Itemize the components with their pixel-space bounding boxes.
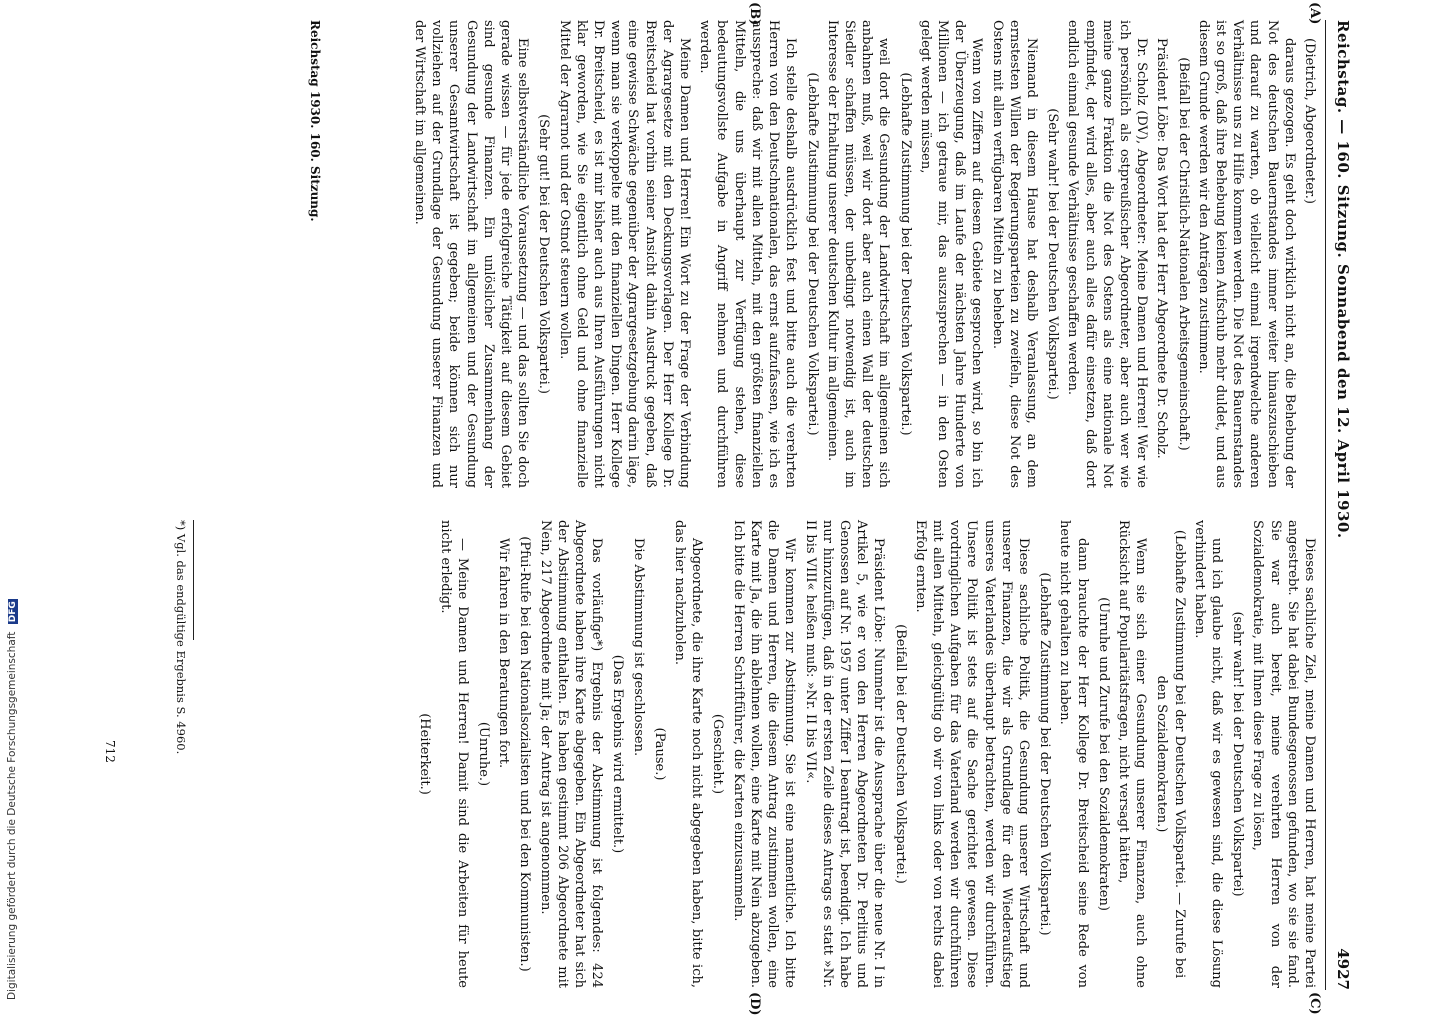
left-paragraph: Niemand in diesem Hause hat deshalb Veranlassung, an dem ernstesten Willen der Regierungsparteien zu zweifeln, diese Not des Ostens mit allen verfügbaren Mitteln zu beheben. [989, 20, 1039, 488]
left-paragraph: Ich stelle deshalb ausdrücklich fest und bitte auch die verehrten Herren von den Deutschnationalen, das ernst aufzufassen, wie ich es ausspreche: daß wir mit allen Mitteln, mit den größten finanziellen Mitteln, die uns überhaupt zur Verfügung stehen, diese bedeutungsvollste Aufgabe in Angriff nehmen und durchführen werden. [697, 20, 799, 488]
left-paragraph: Präsident Löbe: Das Wort hat der Herr Abgeordnete Dr. Scholz. [1154, 38, 1170, 459]
header-title: Reichstag. — 160. Sitzung. Sonnabend den 12. April 1930. [1334, 20, 1352, 539]
left-interjection: (Sehr wahr! bei der Deutschen Volkspartei.) [1045, 108, 1061, 400]
right-paragraph: Dieses sachliche Ziel, meine Damen und Herren, hat meine Partei angestrebt. Sie hat dabei Bundesgenossen gefunden, wo sie sie fand. Sie war auch bereit, meine verehrten Herren von der Sozialdemokratie, mit Ihnen diese Frage zu lösen, [1250, 520, 1317, 988]
running-header [1326, 20, 1352, 990]
digitization-credit [6, 20, 22, 1000]
footnote: *) Vgl. das endgültige Ergebnis S. 4960. [174, 520, 188, 755]
right-paragraph: Die Abstimmung ist geschlossen. [630, 538, 646, 757]
right-interjection: (Das Ergebnis wird ermittelt.) [610, 654, 626, 854]
right-interjection: (Lebhafte Zustimmung bei der Deutschen Volkspartei.) [1037, 572, 1053, 936]
right-paragraph: Wir fahren in den Beratungen fort. [496, 538, 512, 769]
dfg-logo: DFG [8, 601, 18, 623]
right-interjection: (Heiterkeit.) [417, 713, 433, 795]
right-paragraph: und ich glaube nicht, daß wir es gewesen sind, die diese Lösung verhindert haben. [1191, 520, 1224, 988]
header-rule [1325, 20, 1326, 990]
header-page-number: 4927 [1334, 948, 1352, 990]
right-interjection: (Pfui-Rufe bei den Nationalsozialisten und bei den Kommunisten.) [517, 536, 533, 972]
right-interjection: (Pause.) [651, 727, 667, 781]
margin-letter-b: (B) [747, 2, 762, 26]
left-interjection: (Sehr gut! bei der Deutschen Volkspartei.) [536, 114, 552, 394]
right-paragraph: dann brauchte der Herr Kollege Dr. Breitscheid seine Rede von heute nicht gehalten zu haben. [1057, 520, 1090, 988]
page-number: 712 [103, 740, 117, 763]
footer-session: Reichstag 1930. 160. Sitzung. [308, 20, 322, 222]
right-paragraph: Wir kommen zur Abstimmung. Sie ist eine namentliche. Ich bitte die Damen und Herren, die diesem Antrag zustimmen wollen, eine Karte mit Ja, die ihn ablehnen wollen, eine Karte mit Nein abzugeben. Ich bitte die Herren Schriftführer, die Karten einzusammeln. [730, 520, 798, 988]
right-paragraph: Abgeordnete, die ihre Karte noch nicht abgegeben haben, bitte ich, das hier nachzuholen. [672, 520, 705, 988]
right-interjection: (Unruhe und Zurufe bei den Sozialdemokraten) [1095, 597, 1111, 911]
margin-letter-c: (C) [1307, 992, 1322, 1015]
right-interjection: (sehr wahr! bei der Deutschen Volkspartei) [1230, 611, 1246, 897]
left-paragraph: Wenn von Ziffern auf diesem Gebiete gesprochen wird, so bin ich der Überzeugung, daß im Laufe der nächsten Jahre Hunderte von Millionen — ich getraue mir, das auszusprechen — in den Osten gelegt werden müssen, [917, 20, 985, 488]
left-interjection: (Lebhafte Zustimmung bei der Deutschen Volkspartei.) [804, 72, 820, 436]
right-paragraph: Wenn sie sich einer Gesundung unserer Finanzen, auch ohne Rücksicht auf Popularitätsfragen, nicht versagt hätten, [1115, 520, 1149, 988]
right-paragraph: — Meine Damen und Herren! Damit sind die Arbeiten für heute nicht erledigt. [437, 520, 470, 988]
left-interjection: (Lebhafte Zustimmung bei der Deutschen Volkspartei.) [897, 72, 913, 436]
right-interjection: (Unruhe.) [476, 721, 492, 787]
margin-letter-d: (D) [747, 992, 762, 1016]
left-paragraph: Eine selbstverständliche Voraussetzung — und das sollten Sie doch gerade wissen — für jede erfolgreiche Tätigkeit auf diesem Gebiet sind gesunde Finanzen. Ein unlöslicher Zusammenhang der Gesundung der Landwirtschaft im allgemeinen und der Gesundung unserer Gesamtwirtschaft ist gegeben; beide können sich nur vollziehen auf der Grundlage der Gesundung unserer Finanzen und der Wirtschaft im allgemeinen. [412, 20, 531, 488]
left-paragraph: daraus gezogen. Es geht doch wirklich nicht an, die Behebung der Not des deutschen Bauernstandes immer weiter hinauszuschieben und darauf zu warten, ob vielleicht einmal irgendwelche anderen Verhältnisse uns zu Hilfe kommen werden. Die Not des Bauernstandes ist so groß, daß ihre Behebung keinen Aufschub mehr duldet, und aus diesem Grunde werden wir den Anträgen zustimmen. [1195, 20, 1297, 488]
document-page [42, 0, 1362, 1016]
margin-letter-a: (A) [1307, 2, 1322, 25]
left-column [408, 20, 1318, 488]
left-interjection: (Beifall bei der Christlich-Nationalen Arbeitsgemeinschaft.) [1175, 57, 1191, 451]
left-paragraph: (Dietrich, Abgeordneter.) [1302, 38, 1317, 204]
right-paragraph: Das vorläufige*) Ergebnis der Abstimmung ist folgendes: 424 Abgeordnete haben ihre Karte abgegeben. Ein Abgeordneter hat sich der Abstimmung enthalten. Es haben gestimmt 206 Abgeordnete mit Nein, 217 Abgeordnete mit Ja; der Antrag ist angenommen. [537, 520, 605, 988]
left-paragraph: weil dort die Gesundung der Landwirtschaft im allgemeinen sich anbahnen muß, weil wir dort aber auch einen Wall der deutschen Siedler schaffen müssen, der unbedingt notwendig ist, auch im Interesse der Erhaltung unserer deutschen Kultur im allgemeinen. [824, 20, 892, 488]
right-paragraph: Diese sachliche Politik, die Gesundung unserer Wirtschaft und unserer Finanzen, die wir als Grundlage für den Wiederaufstieg unseres Vaterlandes überhaupt betrachten, werden wir durchführen. Unsere Politik ist stets auf die Sache gerichtet gewesen. Diese vordringlichen Aufgaben für das Vaterland werden wir durchführen mit allen Mitteln, gleichgültig ob wir von links oder von rechts dabei Erfolg ernten. [912, 520, 1031, 988]
right-interjection: (Geschieht.) [710, 713, 726, 795]
left-paragraph: Meine Damen und Herren! Ein Wort zu der Frage der Verbindung der Agrargesetze mit den Deckungsvorlagen. Der Herr Kollege Dr. Breitscheid hat vorhin seiner Ansicht dahin Ausdruck gegeben, daß eine gewisse Schwäche gegenüber der Agrargesetzgebung darin läge, wenn man sie verkoppelte mit den finanziellen Dingen. Herr Kollege Dr. Breitscheid, es ist mir bisher auch aus Ihren Ausführungen nicht klar geworden, wie Sie eigentlich ohne Geld und ohne finanzielle Mittel der Agrarnot und der Ostnot steuern wollen. [556, 20, 693, 488]
right-paragraph: Präsident Löbe: Nunmehr ist die Aussprache über die neue Nr. I in Artikel 5, wie er von den Herren Abgeordneten Dr. Perlitius und Genossen auf Nr. 1957 unter Ziffer I beantragt ist, beendigt. Ich habe nur hinzuzufügen, daß in der ersten Zeile dieses Antrags es statt »Nr. II bis VIII« heißen muß: »Nr. II bis VII«. [802, 520, 887, 988]
right-interjection: (Beifall bei der Deutschen Volkspartei.) [892, 624, 908, 884]
right-interjection: (Lebhafte Zustimmung bei der Deutschen Volkspartei. — Zurufe bei den Sozialdemokraten.) [1154, 529, 1187, 979]
left-paragraph: Dr. Scholz (DV), Abgeordneter: Meine Damen und Herren! Wer wie ich persönlich als ostpreußischer Abgeordneter, aber auch wer wie meine ganze Fraktion die Not des Ostens als eine nationale Not empfindet, der wird alles, aber auch alles dafür einsetzen, daß dort endlich einmal gesunde Verhältnisse geschaffen werden. [1065, 20, 1150, 488]
credit-text: Digitalisierung gefördert durch die Deutsche Forschungsgemeinschaft [6, 631, 18, 1000]
footnote-rule [193, 520, 194, 640]
right-column [412, 520, 1318, 988]
